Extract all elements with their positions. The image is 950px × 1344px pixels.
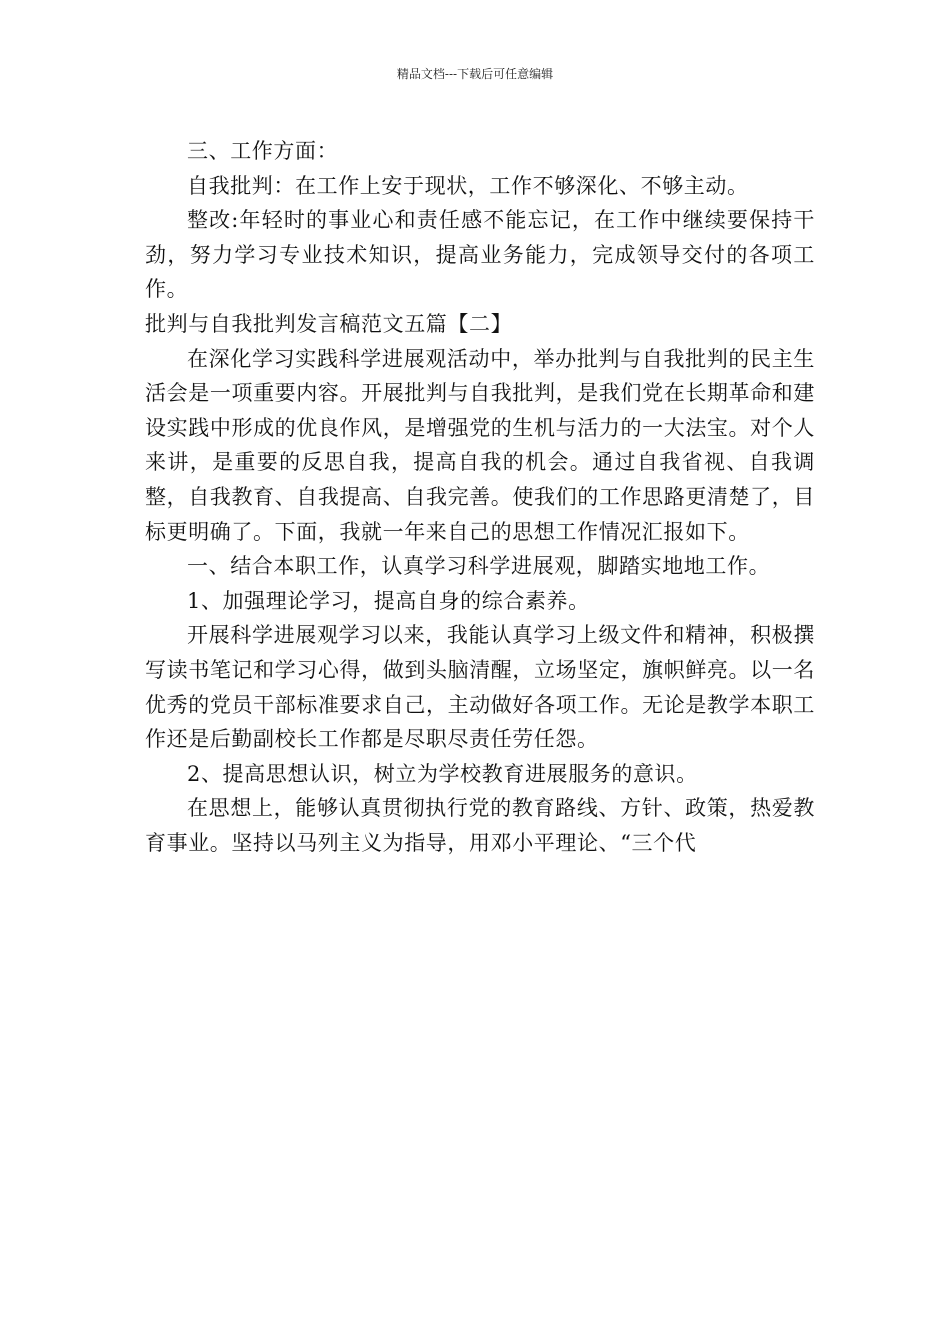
paragraph-self-criticism: 自我批判：在工作上安于现状，工作不够深化、不够主动。 [187,173,749,198]
subheading-awareness: 2、提高思想认识，树立为学校教育进展服务的意识。 [187,761,698,786]
paragraph-rectification: 整改:年轻时的事业心和责任感不能忘记，在工作中继续要保持干劲，努力学习专业技术知识，提高业务能力，完成领导交付的各项工作。 [145,208,815,302]
paragraph-intro: 在深化学习实践科学进展观活动中，举办批判与自我批判的民主生活会是一项重要内容。开展批判与自我批判，是我们党在长期革命和建设实践中形成的优良作风，是增强党的生机与活力的一大法宝。对个人来讲，是重要的反思自我，提高自我的机会。通过自我省视、自我调整，自我教育、自我提高、自我完善。使我们的工作思路更清楚了，目标更明确了。下面，我就一年来自己的思想工作情况汇报如下。 [145,346,815,544]
paragraph-study-detail: 开展科学进展观学习以来，我能认真学习上级文件和精神，积极撰写读书笔记和学习心得，做到头脑清醒，立场坚定，旗帜鲜亮。以一名优秀的党员干部标准要求自己，主动做好各项工作。无论是教学本职工作还是后勤副校长工作都是尽职尽责任劳任怨。 [145,623,815,752]
subheading-theory-study: 1、加强理论学习，提高自身的综合素养。 [187,588,590,613]
article-title: 批判与自我批判发言稿范文五篇【二】 [145,311,513,336]
section-heading-work: 三、工作方面： [187,139,339,163]
page-header: 精品文档---下载后可任意编辑 [396,67,554,81]
paragraph-ideology: 在思想上，能够认真贯彻执行党的教育路线、方针、政策，热爱教育事业。坚持以马列主义为指导，用邓小平理论、“三个代 [145,796,815,855]
document-body [145,134,815,860]
section-heading-one: 一、结合本职工作，认真学习科学进展观，脚踏实地地工作。 [187,554,771,579]
